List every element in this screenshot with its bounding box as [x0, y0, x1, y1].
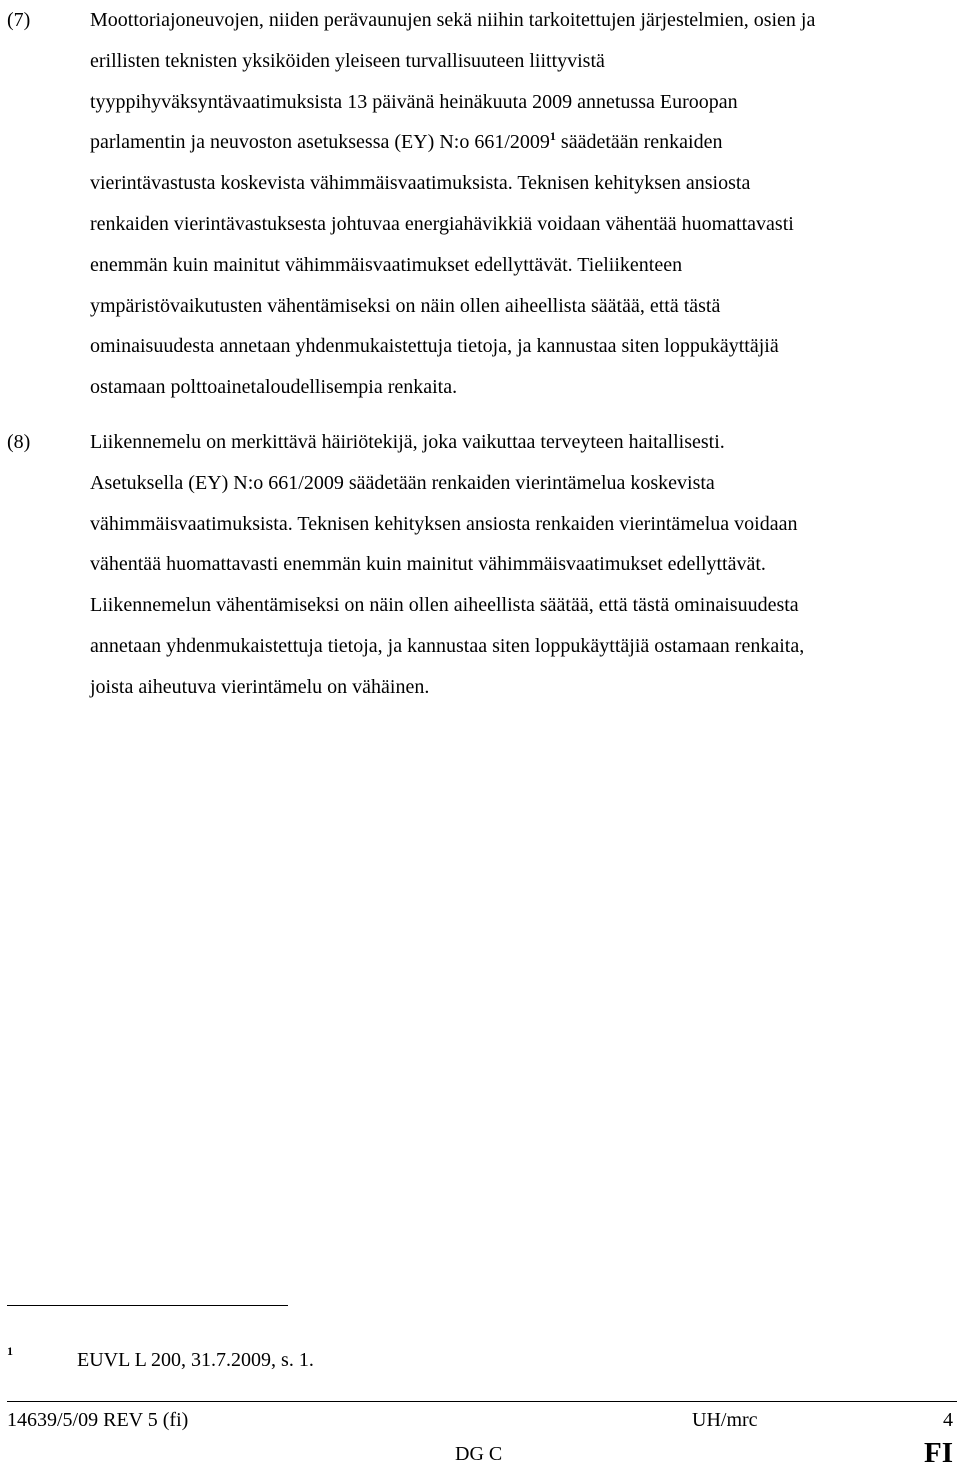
directorate-general: DG C	[455, 1443, 503, 1465]
text-line: ostamaan polttoainetaloudellisempia renkaita.	[90, 376, 458, 399]
text-line: Liikennemelun vähentämiseksi on näin ollen aiheellista säätää, että tästä ominaisuudesta	[90, 594, 799, 617]
paragraph-8	[0, 422, 960, 708]
footnote-text: EUVL L 200, 31.7.2009, s. 1.	[77, 1349, 314, 1371]
footnote-divider	[7, 1305, 288, 1306]
text-fragment: säädetään renkaiden	[555, 131, 723, 154]
text-line: ominaisuudesta annetaan yhdenmukaistettuja tietoja, ja kannustaa siten loppukäyttäjiä	[90, 335, 779, 358]
footnote-reference[interactable]: 1	[549, 129, 556, 144]
text-line: erillisten teknisten yksiköiden yleiseen turvallisuuteen liittyvistä	[90, 49, 605, 72]
text-line: enemmän kuin mainitut vähimmäisvaatimukset edellyttävät. Tieliikenteen	[90, 253, 683, 276]
paragraph-body	[90, 422, 956, 708]
text-line: tyyppihyväksyntävaatimuksista 13 päivänä heinäkuuta 2009 annetussa Euroopan	[90, 90, 738, 113]
paragraph-number: (7)	[7, 9, 31, 31]
text-line: Asetuksella (EY) N:o 661/2009 säädetään renkaiden vierintämelua koskevista	[90, 471, 715, 494]
text-line	[90, 122, 956, 163]
text-line: vähimmäisvaatimuksista. Teknisen kehityksen ansiosta renkaiden vierintämelua voidaan	[90, 512, 798, 535]
text-line: Liikennemelu on merkittävä häiriötekijä, joka vaikuttaa terveyteen haitallisesti.	[90, 431, 725, 453]
document-reference: 14639/5/09 REV 5 (fi)	[7, 1409, 189, 1431]
text-fragment: parlamentin ja neuvoston asetuksessa (EY) N:o 661/2009	[90, 131, 550, 154]
paragraph-number: (8)	[7, 431, 31, 453]
author-initials: UH/mrc	[692, 1409, 758, 1431]
paragraph-7	[0, 0, 960, 408]
text-line: vierintävastusta koskevista vähimmäisvaatimuksista. Teknisen kehityksen ansiosta	[90, 172, 751, 195]
language-code: FI	[924, 1437, 953, 1469]
page-number: 4	[943, 1409, 953, 1431]
footnote-mark: 1	[7, 1344, 13, 1358]
footer-divider	[7, 1401, 957, 1402]
paragraph-body	[90, 0, 956, 408]
text-line: Moottoriajoneuvojen, niiden perävaunujen sekä niihin tarkoitettujen järjestelmien, osien ja	[90, 9, 816, 31]
text-line: ympäristövaikutusten vähentämiseksi on näin ollen aiheellista säätää, että tästä	[90, 294, 721, 317]
text-line: vähentää huomattavasti enemmän kuin mainitut vähimmäisvaatimukset edellyttävät.	[90, 553, 766, 576]
text-line: renkaiden vierintävastuksesta johtuvaa energiahävikkiä voidaan vähentää huomattavasti	[90, 212, 794, 235]
text-line: joista aiheutuva vierintämelu on vähäinen.	[90, 675, 430, 698]
text-line: annetaan yhdenmukaistettuja tietoja, ja kannustaa siten loppukäyttäjiä ostamaan renkaita,	[90, 634, 805, 657]
